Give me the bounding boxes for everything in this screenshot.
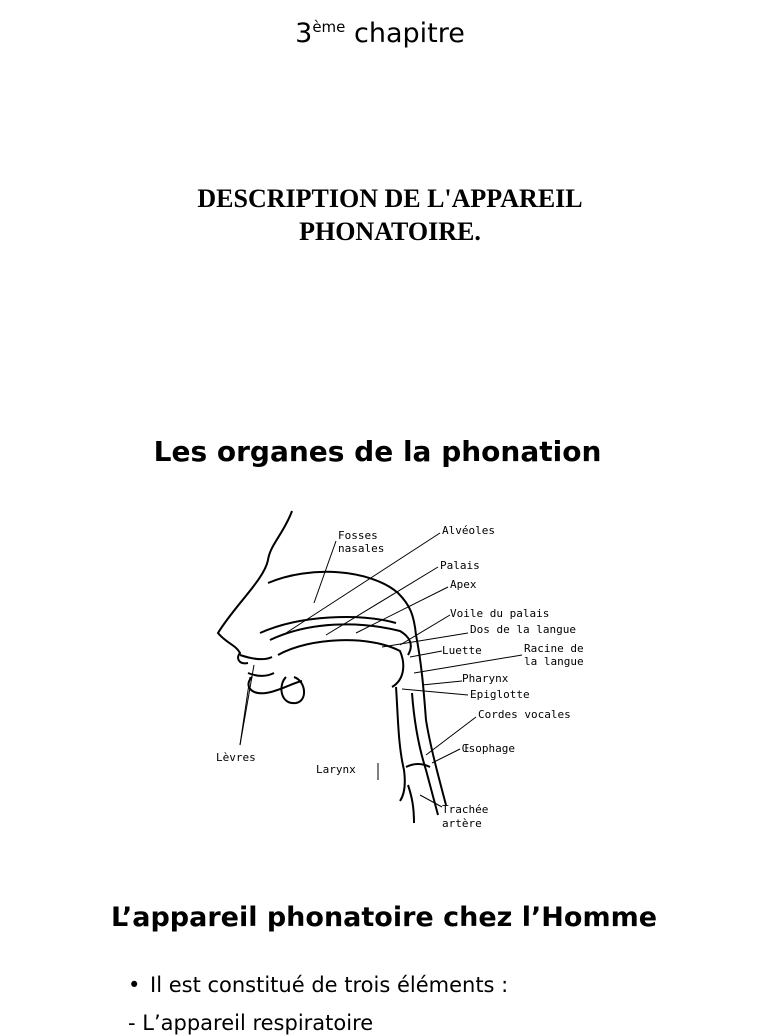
diagram-labels bbox=[216, 524, 584, 830]
anatomy-outline bbox=[218, 511, 446, 823]
main-title-line-1: DESCRIPTION DE L'APPAREIL bbox=[197, 184, 583, 213]
chapter-number: 3 bbox=[295, 18, 313, 49]
leader-lines bbox=[240, 533, 522, 807]
label-levres: Lèvres bbox=[216, 751, 256, 764]
bullet-marker: • bbox=[128, 973, 141, 997]
label-fosses-1: Fosses bbox=[338, 529, 378, 542]
label-epiglotte: Epiglotte bbox=[470, 688, 530, 701]
label-palais: Palais bbox=[440, 559, 480, 572]
label-alveoles: Alvéoles bbox=[442, 524, 495, 537]
label-racine-2: la langue bbox=[524, 655, 584, 668]
chapter-heading bbox=[0, 18, 760, 49]
label-oesophage: Œsophage bbox=[462, 742, 515, 755]
section-title-appareil: L’appareil phonatoire chez l’Homme bbox=[110, 902, 658, 933]
section-title-organes: Les organes de la phonation bbox=[153, 435, 602, 468]
bullet-item bbox=[128, 973, 508, 997]
chapter-word: chapitre bbox=[354, 18, 465, 49]
label-fosses-2: nasales bbox=[338, 542, 385, 555]
label-luette: Luette bbox=[442, 644, 482, 657]
label-trachee-2: artère bbox=[442, 817, 482, 830]
label-dos: Dos de la langue bbox=[470, 623, 576, 636]
list-line-cut: - L’appareil respiratoire bbox=[128, 1011, 374, 1035]
label-trachee-1: Trachée bbox=[442, 803, 489, 816]
chapter-suffix: ème bbox=[312, 18, 346, 36]
main-title-line-2: PHONATOIRE. bbox=[299, 217, 481, 246]
label-racine-1: Racine de bbox=[524, 642, 584, 655]
phonation-organs-diagram bbox=[200, 505, 620, 840]
label-pharynx: Pharynx bbox=[462, 672, 509, 685]
main-title bbox=[140, 182, 640, 248]
label-voile: Voile du palais bbox=[450, 607, 550, 620]
label-cordes: Cordes vocales bbox=[478, 708, 571, 721]
label-larynx: Larynx bbox=[316, 763, 356, 776]
label-apex: Apex bbox=[450, 578, 477, 591]
bullet-text: Il est constitué de trois éléments : bbox=[150, 973, 509, 997]
